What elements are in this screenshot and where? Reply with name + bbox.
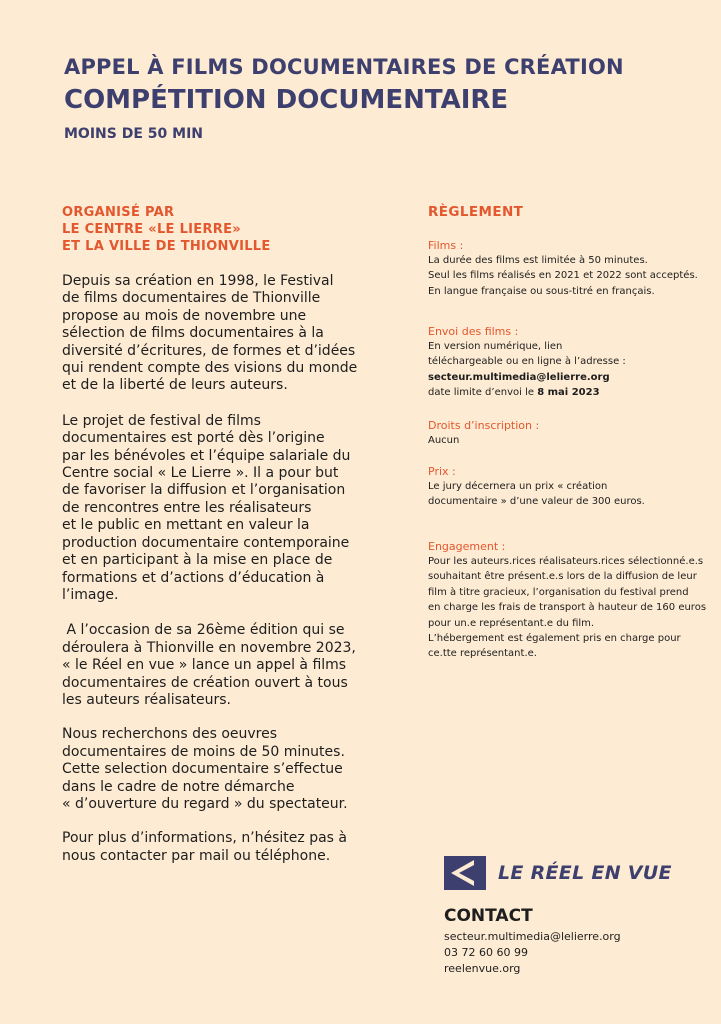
competition-title: COMPÉTITION DOCUMENTAIRE xyxy=(64,85,509,115)
films-line: La durée des films est limitée à 50 minutes. xyxy=(428,255,648,266)
paragraph-line: Le projet de festival de films xyxy=(62,412,261,429)
description-paragraphs xyxy=(62,273,382,865)
engagement-heading: Engagement : xyxy=(428,540,506,553)
paragraph-line: de rencontres entre les réalisateurs xyxy=(62,499,312,516)
envoi-line: téléchargeable ou en ligne à l’adresse : xyxy=(428,356,626,368)
call-title: APPEL À FILMS DOCUMENTAIRES DE CRÉATION xyxy=(64,55,624,79)
deadline-date: 8 mai 2023 xyxy=(537,387,600,399)
deadline-prefix: date limite d’envoi le xyxy=(428,387,538,399)
paragraph-line: documentaires de moins de 50 minutes. xyxy=(62,743,345,760)
films-line: Seul les films réalisés en 2021 et 2022 sont acceptés. xyxy=(428,270,698,282)
paragraph-line: « d’ouverture du regard » du spectateur. xyxy=(62,795,348,812)
envoi-line: En version numérique, lien xyxy=(428,341,563,352)
logo-text: LE RÉEL EN VUE xyxy=(498,862,672,884)
paragraph-line: documentaires est porté dès l’origine xyxy=(62,430,325,447)
paragraph-line: production documentaire contemporaine xyxy=(62,534,350,551)
description-paragraph xyxy=(62,726,382,813)
contact-email[interactable]: secteur.multimedia@lelierre.org xyxy=(444,930,621,943)
droits-line: Aucun xyxy=(428,435,460,446)
paragraph-line: les auteurs réalisateurs. xyxy=(62,691,231,708)
duration-subtitle: MOINS DE 50 MIN xyxy=(64,126,203,142)
paragraph-line: nous contacter par mail ou téléphone. xyxy=(62,847,331,864)
paragraph-line: sélection de films documentaires à la xyxy=(62,325,324,342)
engagement-line: souhaitant être présent.e.s lors de la diffusion de leur xyxy=(428,571,697,583)
contact-phone[interactable]: 03 72 60 60 99 xyxy=(444,946,528,959)
rules-prix-section xyxy=(428,464,721,510)
rules-column xyxy=(428,204,718,660)
organizer-line: ET LA VILLE DE THIONVILLE xyxy=(62,239,271,254)
paragraph-line: de films documentaires de Thionville xyxy=(62,290,321,307)
paragraph-line: et de la liberté de leurs auteurs. xyxy=(62,377,288,394)
description-paragraph xyxy=(62,622,382,709)
description-paragraph xyxy=(62,830,382,865)
paragraph-line: et en participant à la mise en place de xyxy=(62,552,333,569)
paragraph-line: A l’occasion de sa 26ème édition qui se xyxy=(62,622,345,639)
left-column xyxy=(62,204,382,865)
paragraph-line: Nous recherchons des oeuvres xyxy=(62,726,278,743)
festival-logo xyxy=(444,856,672,890)
contact-block xyxy=(444,906,621,977)
droits-heading: Droits d’inscription : xyxy=(428,419,540,432)
description-paragraph xyxy=(62,273,382,395)
organizer-line: ORGANISÉ PAR xyxy=(62,205,175,220)
paragraph-line: Centre social « Le Lierre ». Il a pour but xyxy=(62,465,339,482)
engagement-line: ce.tte représentant.e. xyxy=(428,648,537,660)
paragraph-line: Pour plus d’informations, n’hésitez pas à xyxy=(62,830,347,847)
engagement-line: L’hébergement est également pris en charge pour xyxy=(428,633,681,645)
rules-envoi-section xyxy=(428,324,721,401)
paragraph-line: qui rendent compte des visions du monde xyxy=(62,360,358,377)
engagement-line: en charge les frais de transport à hauteur de 160 euros xyxy=(428,602,707,614)
contact-title: CONTACT xyxy=(444,906,533,926)
engagement-line: pour un.e représentant.e du film. xyxy=(428,617,595,629)
paragraph-line: déroulera à Thionville en novembre 2023, xyxy=(62,639,356,656)
engagement-line: Pour les auteurs.rices réalisateurs.rices sélectionné.e.s xyxy=(428,556,704,567)
paragraph-line: dans le cadre de notre démarche xyxy=(62,778,295,795)
prix-heading: Prix : xyxy=(428,465,456,478)
organizer-block xyxy=(62,204,382,255)
rules-droits-section xyxy=(428,418,721,448)
paragraph-line: Depuis sa création en 1998, le Festival xyxy=(62,273,334,289)
paragraph-line: diversité d’écritures, de formes et d’idées xyxy=(62,342,356,359)
envoi-deadline xyxy=(428,385,721,400)
films-line: En langue française ou sous-titré en français. xyxy=(428,285,655,297)
description-paragraph xyxy=(62,413,382,604)
organizer-line: LE CENTRE «LE LIERRE» xyxy=(62,222,241,237)
contact-website[interactable]: reelenvue.org xyxy=(444,962,521,975)
films-heading: Films : xyxy=(428,239,464,252)
paragraph-line: et le public en mettant en valeur la xyxy=(62,517,310,534)
paragraph-line: documentaires de création ouvert à tous xyxy=(62,674,348,691)
rules-films-section xyxy=(428,238,721,299)
paragraph-line: l’image. xyxy=(62,586,119,603)
paragraph-line: propose au mois de novembre une xyxy=(62,307,307,324)
paragraph-line: de favoriser la diffusion et l’organisation xyxy=(62,482,346,499)
envoi-email: secteur.multimedia@lelierre.org xyxy=(428,371,610,383)
festival-logo-icon xyxy=(444,856,486,890)
prix-line: Le jury décernera un prix « création xyxy=(428,481,608,492)
paragraph-line: « le Réel en vue » lance un appel à films xyxy=(62,657,347,674)
header xyxy=(64,52,624,142)
paragraph-line: Cette selection documentaire s’effectue xyxy=(62,761,343,778)
paragraph-line: formations et d’actions d’éducation à xyxy=(62,569,325,586)
prix-line: documentaire » d’une valeur de 300 euros. xyxy=(428,496,645,508)
rules-title: RÈGLEMENT xyxy=(428,204,524,220)
paragraph-line: par les bénévoles et l’équipe salariale du xyxy=(62,447,351,464)
engagement-line: film à titre gracieux, l’organisation du festival prend xyxy=(428,586,689,598)
envoi-heading: Envoi des films : xyxy=(428,325,519,338)
rules-engagement-section xyxy=(428,539,721,662)
